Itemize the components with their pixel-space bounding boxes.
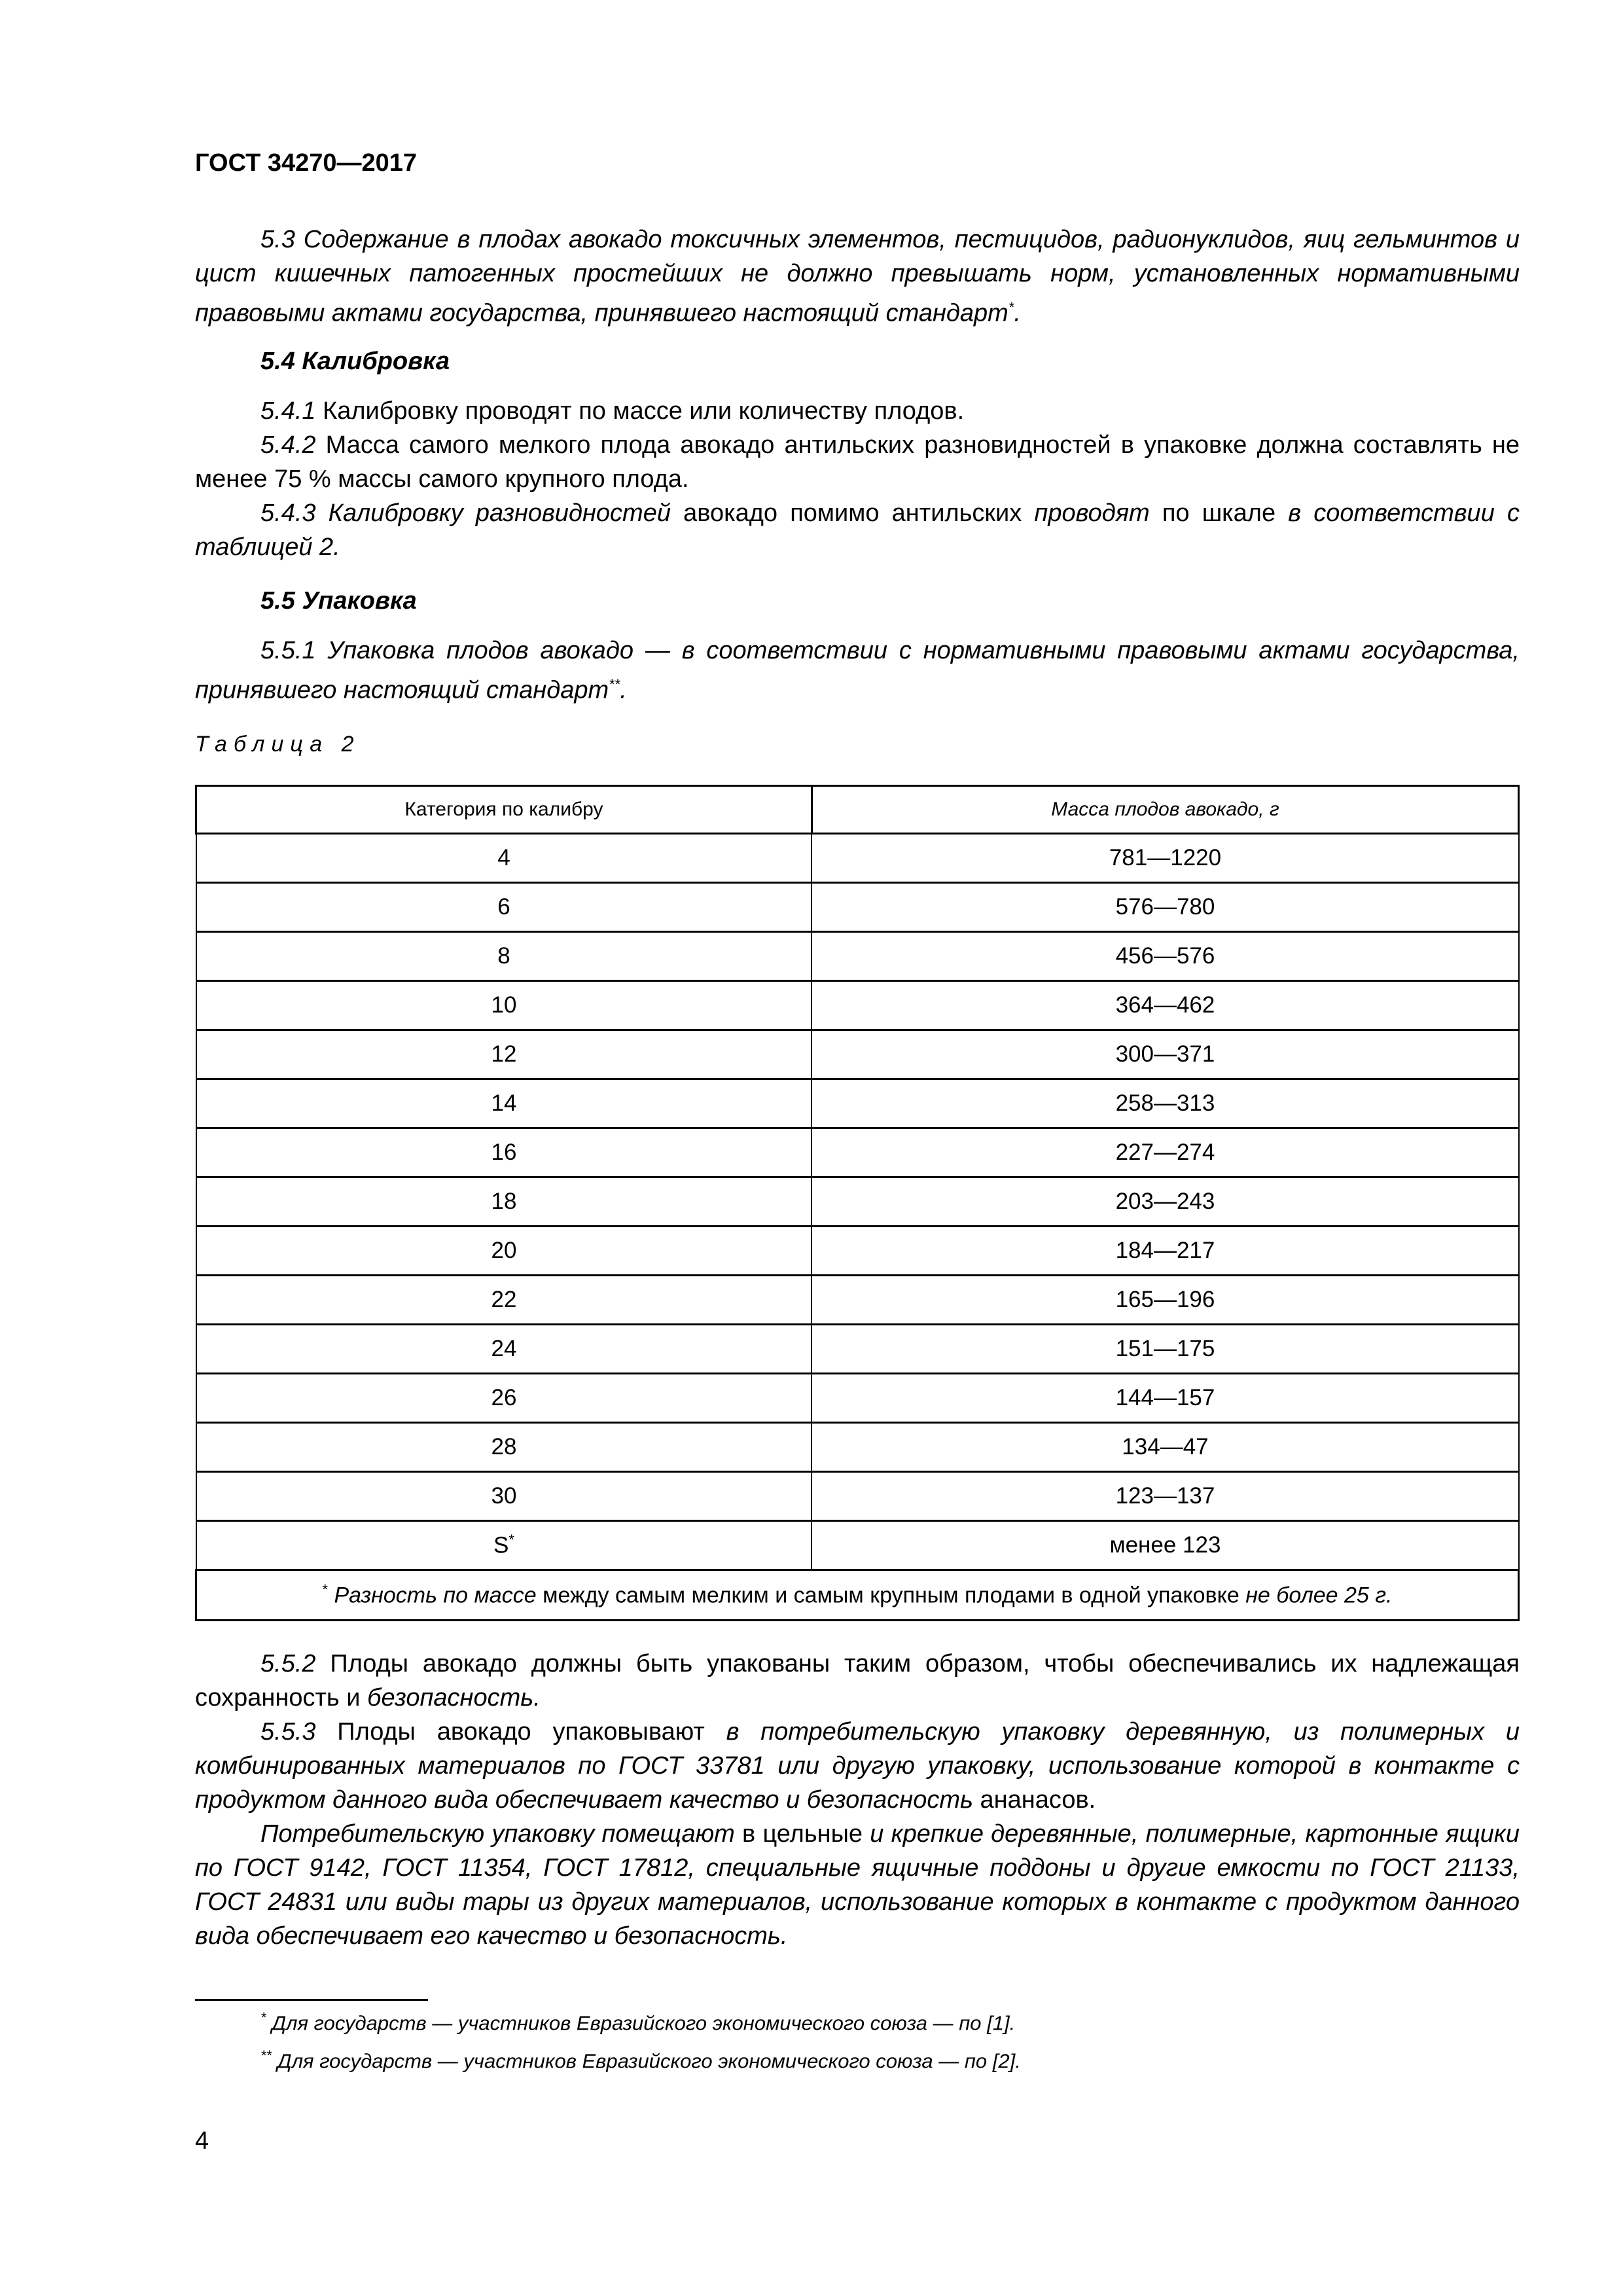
text-segment: проводят [1034,499,1150,527]
page-number: 4 [195,2127,209,2155]
table-row [196,1177,1519,1227]
cell-text: 24 [491,1336,517,1361]
footnote-1 [260,2009,1015,2035]
text-segment: 5.4.1 [260,397,316,425]
table-row [196,932,1519,981]
table-note-row [196,1570,1519,1621]
footnote-text: Для государств — участников Евразийского экономического союза — по [2]. [277,2049,1021,2073]
text-segment: Потребительскую упаковку помещают [260,1820,735,1848]
mass-cell [812,1079,1518,1128]
cell-text: 144—157 [1115,1385,1215,1410]
text-segment: Масса самого мелкого плода авокадо антильских разновидностей в упаковке должна составлять не менее 75 % массы самого крупного плода. [195,431,1520,493]
cell-text: 20 [491,1238,517,1263]
footnote-reference: * [1008,299,1014,315]
text-segment: авокадо помимо антильских [670,499,1035,527]
mass-cell [812,1325,1518,1374]
document-header: ГОСТ 34270—2017 [195,149,418,177]
paragraph-5-5-1 [195,634,1520,708]
text-segment: и крепкие деревянные, полимерные, картонные ящики по ГОСТ 9142, ГОСТ 11354, ГОСТ 17812, специальные ящичные поддоны и другие емкости по ГОСТ 21133, ГОСТ 24831 или виды тары из других материалов, использование которых в контакте с продуктом данного вида обеспечивает его качество и безопасность. [195,1820,1520,1950]
category-cell [196,1472,812,1521]
cell-text: 12 [491,1041,517,1067]
category-cell [196,883,812,932]
paragraph-5-4-2 [195,428,1520,496]
header-category: Категория по калибру [196,786,812,834]
text-segment: ананасов. [972,1786,1096,1814]
table-row [196,1423,1519,1472]
category-cell [196,981,812,1030]
mass-cell [812,1128,1518,1177]
cell-text: 258—313 [1115,1090,1215,1116]
table-header-row [196,786,1519,834]
mass-cell [812,1177,1518,1227]
cell-text: 30 [491,1483,517,1509]
text-segment: 5.4.3 Калибровку разновидностей [260,499,671,527]
cell-text: 134—47 [1122,1434,1209,1460]
category-cell [196,1030,812,1079]
text-segment: 5.3 Содержание в плодах авокадо токсичных элементов, пестицидов, радионуклидов, яиц гельминтов и цист кишечных патогенных простейших не должно превышать норм, установленных нормативными правовыми актами государства, принявшего настоящий стандарт [195,226,1520,327]
footnote-reference: ** [609,676,620,692]
text-segment: в потребительскую упаковку деревянную, из полимерных и комбинированных материалов по ГОСТ 33781 или другую упаковку, использование которой в контакте с продуктом данного вида обеспечивает качество и безопасность [195,1718,1520,1814]
category-cell [196,1521,812,1570]
table-row [196,1128,1519,1177]
mass-cell [812,1374,1518,1423]
text-segment: не более 25 г. [1245,1583,1393,1608]
table-row [196,1521,1519,1570]
cell-text: 364—462 [1115,992,1215,1018]
category-cell [196,1079,812,1128]
cell-text: 8 [497,943,510,969]
category-cell [196,1423,812,1472]
cell-text: 123—137 [1115,1483,1215,1509]
paragraph-5-4-1 [195,394,1520,428]
heading-5-4: 5.4 Калибровка [260,348,450,375]
section-5-3 [195,223,1520,331]
cell-text: 18 [491,1189,517,1214]
section-5-4 [195,344,1520,564]
text-segment: 5.5.2 [260,1650,316,1677]
text-segment: по шкале [1149,499,1289,527]
table-row [196,981,1519,1030]
cell-text: 151—175 [1115,1336,1215,1361]
header-mass: Масса плодов авокадо, г [812,786,1518,834]
footnote-reference: * [322,1581,329,1598]
text-segment: . [1014,299,1021,327]
mass-cell [812,834,1518,883]
category-cell [196,834,812,883]
cell-text: 300—371 [1115,1041,1215,1067]
table-row [196,1472,1519,1521]
footnote-mark: * [260,2009,266,2026]
mass-cell [812,1030,1518,1079]
section-5-5 [195,584,1520,708]
mass-cell [812,883,1518,932]
category-cell [196,1128,812,1177]
text-segment: Калибровку проводят по массе или количеству плодов. [315,397,965,425]
text-segment: в цельные [734,1820,870,1848]
cell-text: 227—274 [1115,1139,1215,1165]
cell-text: 456—576 [1115,943,1215,969]
paragraph-5-5-3 [195,1715,1520,1817]
table-row [196,883,1519,932]
calibre-table [195,785,1520,1621]
cell-text: 203—243 [1115,1189,1215,1214]
text-segment: . [620,676,627,704]
footnote-reference: * [508,1532,514,1549]
cell-text: 16 [491,1139,517,1165]
paragraph-5-4-3 [195,496,1520,564]
footnote-2 [260,2047,1021,2073]
table-row [196,1079,1519,1128]
text-segment: 5.5.1 Упаковка плодов авокадо — в соответствии с нормативными правовыми актами государства, принявшего настоящий стандарт [195,637,1520,704]
cell-text: 26 [491,1385,517,1410]
cell-text: менее 123 [1109,1532,1221,1558]
mass-cell [812,1276,1518,1325]
category-cell [196,1325,812,1374]
paragraph-5-5-2 [195,1647,1520,1715]
section-5-5-cont [195,1647,1520,1953]
footnote-divider [195,1999,428,2001]
table-row [196,1227,1519,1276]
cell-text: S [493,1532,509,1558]
text-segment: Плоды авокадо должны быть упакованы таким образом, чтобы обеспечивались их надлежащая сохранность и [195,1650,1520,1712]
text-segment: Разность по массе [328,1583,537,1608]
mass-cell [812,1472,1518,1521]
cell-text: 22 [491,1287,517,1312]
table-row [196,1325,1519,1374]
text-segment: в соответствии с таблицей 2. [195,499,1520,561]
mass-cell [812,932,1518,981]
table-row [196,1276,1519,1325]
text-segment: безопасность. [367,1684,541,1712]
mass-cell [812,981,1518,1030]
cell-text: 576—780 [1115,894,1215,920]
category-cell [196,1374,812,1423]
text-segment: Плоды авокадо упаковывают [315,1718,726,1746]
cell-text: 14 [491,1090,517,1116]
table-row [196,834,1519,883]
text-segment: 5.4.2 [260,431,316,459]
cell-text: 781—1220 [1109,845,1222,870]
text-segment: между самым мелким и самым крупным плодами в одной упаковке [536,1583,1246,1608]
category-cell [196,1227,812,1276]
mass-cell [812,1227,1518,1276]
table-row [196,1374,1519,1423]
table-row [196,1030,1519,1079]
mass-cell [812,1521,1518,1570]
mass-cell [812,1423,1518,1472]
text-segment: 5.5.3 [260,1718,316,1746]
heading-5-5: 5.5 Упаковка [260,587,417,615]
cell-text: 10 [491,992,517,1018]
cell-text: 165—196 [1115,1287,1215,1312]
category-cell [196,1276,812,1325]
table-caption: Таблица 2 [195,732,361,757]
footnote-text: Для государств — участников Евразийского экономического союза — по [1]. [272,2011,1016,2035]
cell-text: 6 [497,894,510,920]
cell-text: 28 [491,1434,517,1460]
cell-text: 4 [497,845,510,870]
category-cell [196,932,812,981]
footnote-mark: ** [260,2047,272,2064]
category-cell [196,1177,812,1227]
table-note [196,1570,1519,1621]
paragraph-5-3 [195,223,1520,331]
paragraph-consumer-packaging [195,1817,1520,1953]
cell-text: 184—217 [1115,1238,1215,1263]
